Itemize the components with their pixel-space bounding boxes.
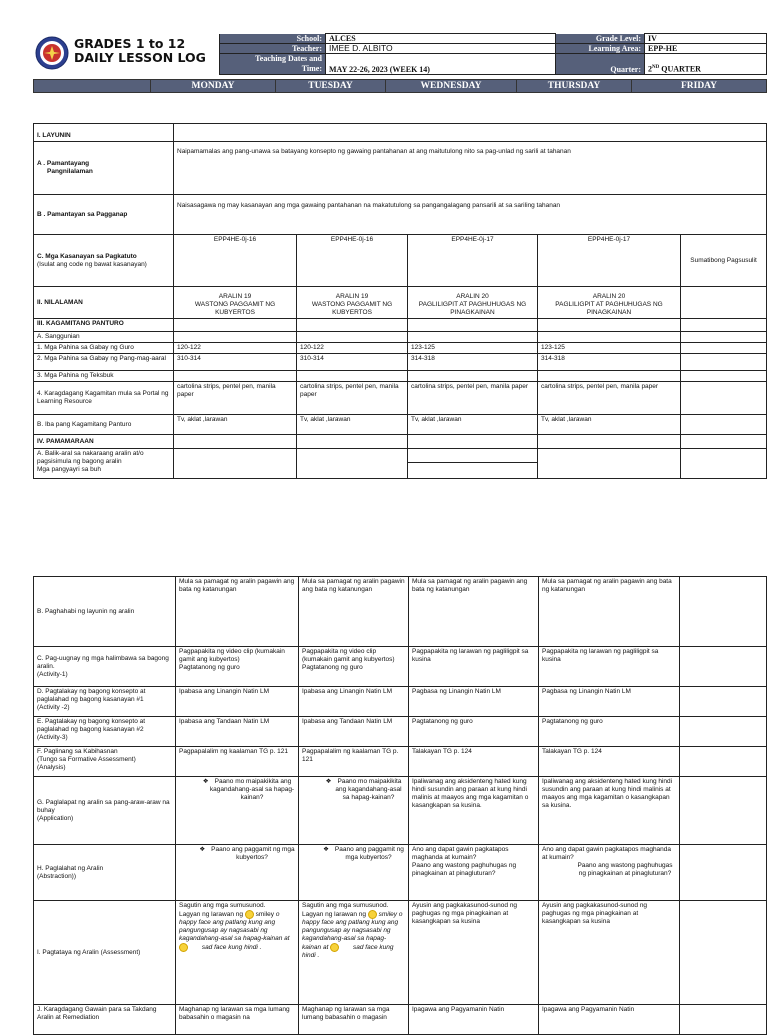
dates-label-line-2: Time: [301, 64, 322, 73]
label-teksbuk: 3. Mga Pahina ng Teksbuk [34, 371, 174, 382]
pagtalakay-2-wednesday: Pagtatanong ng guro [409, 717, 539, 747]
blank-cell [297, 319, 408, 332]
paghahabi-monday: Mula sa pamagat ng aralin pagawin ang bata ng katanungan [176, 577, 299, 647]
paglinang-tuesday: Pagpapalalim ng kaalaman TG p. 121 [299, 747, 409, 777]
balik-aral-text: A. Balik-aral sa nakaraang aralin at/o pagsisimula ng bagong aralin [37, 450, 144, 465]
dates-value: MAY 22-26, 2023 (WEEK 14) [326, 54, 556, 75]
day-friday: FRIDAY [632, 80, 767, 93]
blank-cell [538, 435, 681, 449]
blank-cell [408, 319, 538, 332]
section-nilalaman: II. NILALAMAN [34, 287, 174, 319]
blank-cell [681, 371, 767, 382]
mag-monday: 310-314 [174, 354, 297, 371]
blank-cell [681, 449, 767, 479]
pag-uugnay-sub: (Activity-1) [37, 670, 68, 678]
paghahabi-wednesday: Mula sa pamagat ng aralin pagawin ang bata ng katanungan [409, 577, 539, 647]
document-title [74, 37, 219, 65]
label-balik-aral [34, 449, 174, 479]
pagtalakay-2-thursday: Pagtatanong ng guro [539, 717, 680, 747]
paglinang-monday: Pagpapalalim ng kaalaman TG p. 121 [176, 747, 299, 777]
mag-tuesday: 310-314 [297, 354, 408, 371]
cell-text: Sagutin ang mga sumusunod. [302, 902, 389, 909]
code-monday: EPP4HE-0j-16 [174, 235, 297, 287]
paglalapat-monday [176, 777, 299, 845]
paglinang-sub-2: (Analysis) [37, 764, 66, 771]
title-line-1: GRADES 1 to 12 [74, 36, 186, 51]
bullet-item: ❖ Paano mo maipakikita ang kagandahang-asal sa hapag-kainan? [179, 778, 295, 802]
teacher-label: Teacher: [220, 44, 326, 54]
pagtalakay-2-monday: Ipabasa ang Tandaan Natin LM [176, 717, 299, 747]
pagtataya-wednesday: Ayusin ang pagkakasunod-sunod ng paghugas ng mga pinagkainan at kasangkapan sa kusina [409, 901, 539, 1005]
balik-aral-wednesday [408, 449, 538, 479]
cell-text: Paano ang wastong paghuhugas ng pinagkainan at pinagluturan? [412, 862, 517, 877]
portal-monday: cartolina strips, pentel pen, manila paper [174, 382, 297, 415]
pagtalakay-2-tuesday: Ipabasa ang Tandaan Natin LM [299, 717, 409, 747]
blank-cell [681, 415, 767, 435]
section-layunin: I. LAYUNIN [34, 124, 174, 142]
blank-cell [681, 343, 767, 354]
label-kasanayan-line-1: C. Mga Kasanayan sa Pagkatuto [37, 252, 137, 260]
quarter-number: 2 [648, 65, 652, 74]
quarter-value [645, 54, 767, 75]
paglalahat-tuesday [299, 845, 409, 901]
sad-face-icon [179, 943, 188, 952]
lesson-number: ARALIN 19 [218, 293, 252, 300]
blank-cell [680, 647, 767, 687]
code-thursday: EPP4HE-0j-17 [538, 235, 681, 287]
lesson-wednesday [408, 287, 538, 319]
lesson-monday [174, 287, 297, 319]
cell-text: sad face kung hindi . [201, 944, 262, 952]
lesson-title: PAGLILIGPIT AT PAGHUHUGAS NG PINAGKAINAN [418, 301, 527, 316]
label-gabay-mag-aaral: 2. Mga Pahina sa Gabay ng Pang-mag-aaral [34, 354, 174, 371]
blank-cell [297, 449, 408, 479]
pagtataya-monday [176, 901, 299, 1005]
paglalapat-thursday: Ipaliwanag ang aksidenteng hated kung hindi susundin ang paraan at kung hindi malinis at maayos ang mga kagamitan o kasangkapan sa kusina. [539, 777, 680, 845]
portal-wednesday: cartolina strips, pentel pen, manila paper [408, 382, 538, 415]
lesson-title: PAGLILIGPIT AT PAGHUHUGAS NG PINAGKAINAN [555, 301, 663, 316]
lesson-thursday [538, 287, 681, 319]
grade-value: IV [645, 34, 767, 44]
area-label: Learning Area: [556, 44, 645, 54]
blank-cell [297, 435, 408, 449]
portal-tuesday: cartolina strips, pentel pen, manila paper [297, 382, 408, 415]
pagtalakay-1-sub: (Activity -2) [37, 704, 70, 711]
label-iba-pang-kagamitan: B. Iba pang Kagamitang Panturo [34, 415, 174, 435]
mag-wednesday: 314-318 [408, 354, 538, 371]
guro-monday: 120-122 [174, 343, 297, 354]
cell-text: Pagpapakita ng video clip (kumakain gamit ang kubyertos) [302, 648, 395, 663]
karagdagang-tuesday: Maghanap ng larawan sa mga lumang babasahin o magasin [299, 1005, 409, 1035]
label-paglinang [34, 747, 176, 777]
guro-thursday: 123-125 [538, 343, 681, 354]
section-kagamitan: III. KAGAMITANG PANTURO [34, 319, 174, 332]
dates-label-line-1: Teaching Dates and [255, 54, 322, 63]
paglalahat-monday [176, 845, 299, 901]
blank-cell [538, 449, 681, 479]
lesson-table-part-2 [33, 576, 767, 1035]
pagtalakay-2-sub: (Activity-3) [37, 734, 68, 741]
blank-cell [681, 332, 767, 343]
cell-text: smiley [255, 911, 275, 919]
smiley-face-icon [368, 910, 377, 919]
bullet-item: ❖ Paano ang paggamit ng mga kubyertos? [302, 846, 405, 862]
section-pamamaraan: IV. PAMAMARAAN [34, 435, 174, 449]
iba-wednesday: Tv, aklat ,larawan [408, 415, 538, 435]
friday-sumatibong-pagsusulit: Sumatibong Pagsusulit [681, 235, 767, 287]
lesson-table-part-1 [33, 123, 767, 479]
cell-text: o happy face ang patlang kung ang pangungusap ay nagsasabi ng kagandahang-asal sa hapag-kainan at [302, 911, 403, 952]
iba-monday: Tv, aklat ,larawan [174, 415, 297, 435]
label-karagdagang-gawain: J. Karagdagang Gawain para sa Takdang Aralin at Remediation [34, 1005, 176, 1035]
day-monday: MONDAY [151, 80, 276, 93]
blank-cell [681, 435, 767, 449]
blank-cell [680, 777, 767, 845]
bullet-item: ❖ Paano ang paggamit ng mga kubyertos? [179, 846, 295, 862]
pag-uugnay-monday [176, 647, 299, 687]
lesson-number: ARALIN 20 [592, 293, 626, 300]
blank-cell [174, 332, 297, 343]
label-sanggunian: A. Sanggunian [34, 332, 174, 343]
blank-cell [681, 382, 767, 415]
day-tuesday: TUESDAY [276, 80, 386, 93]
guro-wednesday: 123-125 [408, 343, 538, 354]
blank-cell [408, 371, 538, 382]
paglalahat-sub: (Abstraction)) [37, 872, 77, 880]
blank-cell [681, 354, 767, 371]
dates-label [220, 54, 326, 75]
blank-cell [680, 747, 767, 777]
cell-text: Pagtatanong ng guro [179, 664, 240, 671]
blank-cell [174, 319, 297, 332]
area-value: EPP-HE [645, 44, 767, 54]
day-header-blank [34, 80, 151, 93]
label-pamantayang-pangnilalaman [34, 142, 174, 195]
paglinang-thursday: Talakayan TG p. 124 [539, 747, 680, 777]
cell-text: Ano ang dapat gawin pagkatapos maghanda at kumain? [542, 846, 672, 861]
pagtalakay-1-text: D. Pagtalakay ng bagong konsepto at paglalahad ng bagong kasanayan #1 [37, 688, 146, 703]
blank-cell [680, 901, 767, 1005]
grade-label: Grade Level: [556, 34, 645, 44]
label-pagtataya: I. Pagtataya ng Aralin (Assessment) [34, 901, 176, 1005]
blank-cell [680, 687, 767, 717]
cell-text: Sagutin ang mga sumusunod. [179, 902, 266, 909]
cell-text: Paano ang wastong paghuhugas ng pinagkainan at pinagluturan? [577, 862, 673, 877]
portal-thursday: cartolina strips, pentel pen, manila paper [538, 382, 681, 415]
karagdagang-thursday: Ipagawa ang Pagyamanin Natin [539, 1005, 680, 1035]
label-paghahabi: B. Paghahabi ng layunin ng aralin [34, 577, 176, 647]
karagdagang-monday: Maghanap ng larawan sa mga lumang babasahin o magasin na [176, 1005, 299, 1035]
blank-cell [680, 577, 767, 647]
cell-text: Lagyan ng larawan ng [302, 911, 366, 919]
bullet-item: ❖ Paano mo maipakikita ang kagandahang-asal sa hapag-kainan? [302, 778, 405, 802]
lesson-number: ARALIN 20 [456, 293, 489, 300]
school-label: School: [220, 34, 326, 44]
label-pagtalakay-1 [34, 687, 176, 717]
paglinang-text: F. Paglinang sa Kabihasnan [37, 748, 118, 755]
label-paglalahat [34, 845, 176, 901]
paglalapat-wednesday: Ipaliwanag ang aksidenteng hated kung hindi susundin ang paraan at kung hindi malinis at maayos ang mga kagamitan o kasangkapan sa kusina. [409, 777, 539, 845]
blank-cell [680, 1005, 767, 1035]
smiley-face-icon [245, 910, 254, 919]
label-kasanayan [34, 235, 174, 287]
lesson-number: ARALIN 19 [335, 293, 369, 300]
label-a-line-1: A . Pamantayang [37, 160, 90, 167]
blank-cell [538, 332, 681, 343]
cell-text: Lagyan ng larawan ng [179, 911, 243, 919]
cell-text: smiley [378, 911, 398, 919]
quarter-suffix: ND [652, 65, 660, 71]
karagdagang-wednesday: Ipagawa ang Pagyamanin Natin [409, 1005, 539, 1035]
pag-uugnay-tuesday [299, 647, 409, 687]
cell-text: Pagpapakita ng video clip (kumakain gamit ang kubyertos) [179, 648, 285, 663]
layunin-blank [174, 124, 767, 142]
paghahabi-tuesday: Mula sa pamagat ng aralin pagawin ang bata ng katanungan [299, 577, 409, 647]
label-pamantayan-pagganap: B . Pamantayan sa Pagganap [34, 195, 174, 235]
cell-text: sad face kung hindi . [302, 944, 394, 960]
blank-cell [538, 371, 681, 382]
pagtataya-thursday: Ayusin ang pagkakasunod-sunod ng paghugas ng mga pinagkainan at kasangkapan sa kusina [539, 901, 680, 1005]
school-value: ALCES [326, 34, 556, 44]
pamantayan-pagganap-text: Naisasagawa ng may kasanayan ang mga gawaing pantahanan na makatutulong sa pangangalagang pansarili at sa sariling tahanan [174, 195, 767, 235]
iba-tuesday: Tv, aklat ,larawan [297, 415, 408, 435]
cell-text: Ano ang dapat gawin pagkatapos maghanda at kumain? [412, 846, 509, 861]
day-header-row [33, 79, 767, 93]
label-pag-uugnay [34, 647, 176, 687]
blank-cell [680, 845, 767, 901]
label-portal: 4. Karagdagang Kagamitan mula sa Portal ng Learning Resource [34, 382, 174, 415]
code-tuesday: EPP4HE-0j-16 [297, 235, 408, 287]
paglalahat-text: H. Paglalahat ng Aralin [37, 864, 104, 872]
lesson-tuesday [297, 287, 408, 319]
paglalahat-thursday [539, 845, 680, 901]
guro-tuesday: 120-122 [297, 343, 408, 354]
balik-aral-extra: Mga pangyayri sa buh [37, 466, 101, 473]
blank-cell [174, 371, 297, 382]
blank-cell [174, 449, 297, 479]
pagtalakay-1-tuesday: Ipabasa ang Linangin Natin LM [299, 687, 409, 717]
header-info-table [219, 33, 767, 75]
label-paglalapat [34, 777, 176, 845]
lesson-friday [681, 287, 767, 319]
blank-cell [297, 371, 408, 382]
label-kasanayan-line-2: (Isulat ang code ng bawat kasanayan) [37, 260, 147, 268]
paglalapat-tuesday [299, 777, 409, 845]
deped-seal-icon [35, 36, 69, 70]
label-pagtalakay-2 [34, 717, 176, 747]
pag-uugnay-thursday: Pagpapakita ng larawan ng pagliligpit sa kusina [539, 647, 680, 687]
lesson-title: WASTONG PAGGAMIT NG KUBYERTOS [311, 301, 393, 316]
pag-uugnay-text: C. Pag-uugnay ng mga halimbawa sa bagong aralin. [37, 654, 169, 670]
blank-cell [297, 332, 408, 343]
paglinang-wednesday: Talakayan TG p. 124 [409, 747, 539, 777]
pagtalakay-1-thursday: Pagbasa ng Linangin Natin LM [539, 687, 680, 717]
pag-uugnay-wednesday: Pagpapakita ng larawan ng pagliligpit sa kusina [409, 647, 539, 687]
blank-cell [408, 435, 538, 449]
pagtalakay-1-monday: Ipabasa ang Linangin Natin LM [176, 687, 299, 717]
label-a-line-2: Pangnilalaman [47, 168, 93, 175]
lesson-title: WASTONG PAGGAMIT NG KUBYERTOS [194, 301, 276, 316]
mag-thursday: 314-318 [538, 354, 681, 371]
code-wednesday: EPP4HE-0j-17 [408, 235, 538, 287]
quarter-word: QUARTER [659, 65, 701, 74]
cell-text: o happy face ang patlang kung ang pangungusap ay nagsasabi ng kagandahang-asal sa hapag-kainan at [179, 911, 290, 943]
paghahabi-thursday: Mula sa pamagat ng aralin pagawin ang bata ng katanungan [539, 577, 680, 647]
paglalapat-text: G. Paglalapat ng aralin sa pang-araw-araw na buhay [37, 798, 170, 814]
blank-cell [680, 717, 767, 747]
pagtalakay-2-text: E. Pagtalakay ng bagong konsepto at paglalahad ng bagong kasanayan #2 [37, 718, 146, 733]
cell-text: Pagtatanong ng guro [302, 664, 363, 671]
pamantayang-pangnilalaman-text: Naipamamalas ang pang-unawa sa batayang konsepto ng gawaing pantahanan at ang maitutulong nito sa pag-unlad ng sarili at tahanan [174, 142, 767, 195]
blank-cell [408, 332, 538, 343]
paglalahat-wednesday [409, 845, 539, 901]
paglalapat-sub: (Application) [37, 814, 74, 822]
blank-cell [538, 319, 681, 332]
pagtalakay-1-wednesday: Pagbasa ng Linangin Natin LM [409, 687, 539, 717]
teacher-value: IMEE D. ALBITO [326, 44, 556, 54]
sad-face-icon [330, 943, 339, 952]
label-gabay-guro: 1. Mga Pahina sa Gabay ng Guro [34, 343, 174, 354]
iba-thursday: Tv, aklat ,larawan [538, 415, 681, 435]
day-wednesday: WEDNESDAY [386, 80, 517, 93]
blank-cell [174, 435, 297, 449]
quarter-label: Quarter: [556, 54, 645, 75]
day-thursday: THURSDAY [517, 80, 632, 93]
title-line-2: DAILY LESSON LOG [74, 50, 206, 65]
blank-cell [681, 319, 767, 332]
pagtataya-tuesday [299, 901, 409, 1005]
paglinang-sub: (Tungo sa Formative Assessment) [37, 756, 136, 763]
